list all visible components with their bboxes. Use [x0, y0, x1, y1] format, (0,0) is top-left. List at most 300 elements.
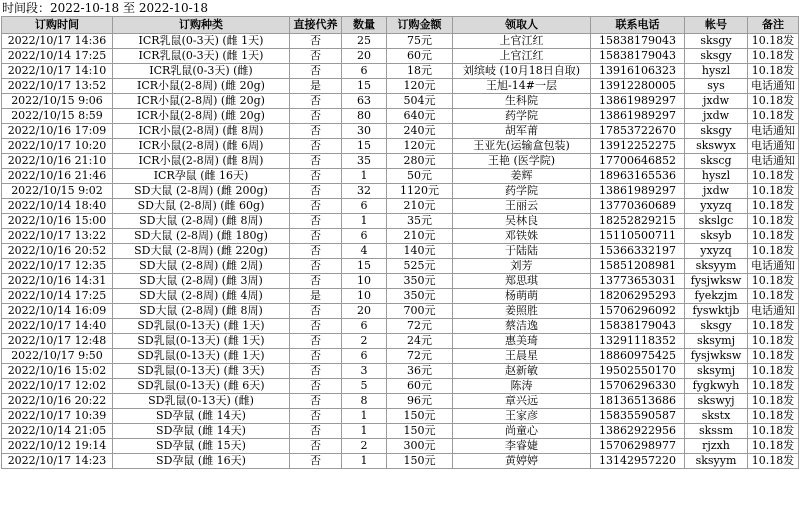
amount-cell: 350元 — [387, 274, 453, 289]
remark-cell: 10.18发 — [748, 364, 799, 379]
order-time-cell: 2022/10/17 13:52 — [2, 79, 113, 94]
order-time-cell: 2022/10/14 18:40 — [2, 199, 113, 214]
amount-cell: 72元 — [387, 349, 453, 364]
direct-raise-cell: 否 — [290, 124, 342, 139]
direct-raise-cell: 否 — [290, 169, 342, 184]
order-type-cell: SD大鼠 (2-8周) (雌 4周) — [113, 289, 290, 304]
remark-cell: 电话通知 — [748, 259, 799, 274]
remark-cell: 10.18发 — [748, 94, 799, 109]
quantity-cell: 5 — [342, 379, 387, 394]
header-cell: 备注 — [748, 17, 799, 34]
table-row — [2, 109, 799, 124]
order-type-cell: SD孕鼠 (雌 14天) — [113, 424, 290, 439]
table-row — [2, 124, 799, 139]
header-cell: 直接代养 — [290, 17, 342, 34]
recipient-cell: 姜照胜 — [453, 304, 591, 319]
table-row — [2, 334, 799, 349]
table-row — [2, 184, 799, 199]
order-time-cell: 2022/10/17 14:23 — [2, 454, 113, 469]
phone-cell: 15838179043 — [591, 319, 685, 334]
table-row — [2, 439, 799, 454]
header-cell: 订购种类 — [113, 17, 290, 34]
phone-cell: 18136513686 — [591, 394, 685, 409]
phone-cell: 13912252275 — [591, 139, 685, 154]
direct-raise-cell: 否 — [290, 349, 342, 364]
recipient-cell: 邓铁姝 — [453, 229, 591, 244]
account-cell: jxdw — [685, 94, 748, 109]
quantity-cell: 8 — [342, 394, 387, 409]
account-cell: fyekzjm — [685, 289, 748, 304]
quantity-cell: 20 — [342, 304, 387, 319]
order-time-cell: 2022/10/16 20:52 — [2, 244, 113, 259]
phone-cell: 18963165536 — [591, 169, 685, 184]
recipient-cell: 王家彦 — [453, 409, 591, 424]
remark-cell: 10.18发 — [748, 349, 799, 364]
order-time-cell: 2022/10/17 14:36 — [2, 34, 113, 49]
amount-cell: 700元 — [387, 304, 453, 319]
phone-cell: 13861989297 — [591, 94, 685, 109]
direct-raise-cell: 否 — [290, 94, 342, 109]
quantity-cell: 1 — [342, 454, 387, 469]
table-row — [2, 49, 799, 64]
quantity-cell: 15 — [342, 259, 387, 274]
account-cell: hyszl — [685, 64, 748, 79]
order-type-cell: ICR乳鼠(0-3天) (雌 1天) — [113, 34, 290, 49]
order-type-cell: ICR小鼠(2-8周) (雌 20g) — [113, 79, 290, 94]
phone-cell: 13770360689 — [591, 199, 685, 214]
phone-cell: 15838179043 — [591, 49, 685, 64]
amount-cell: 640元 — [387, 109, 453, 124]
quantity-cell: 6 — [342, 349, 387, 364]
header-cell: 订购时间 — [2, 17, 113, 34]
remark-cell: 10.18发 — [748, 379, 799, 394]
remark-cell: 10.18发 — [748, 289, 799, 304]
direct-raise-cell: 是 — [290, 289, 342, 304]
phone-cell: 13862922956 — [591, 424, 685, 439]
table-row — [2, 364, 799, 379]
amount-cell: 150元 — [387, 454, 453, 469]
recipient-cell: 药学院 — [453, 184, 591, 199]
remark-cell: 10.18发 — [748, 424, 799, 439]
remark-cell: 10.18发 — [748, 184, 799, 199]
amount-cell: 504元 — [387, 94, 453, 109]
account-cell: skscg — [685, 154, 748, 169]
phone-cell: 13861989297 — [591, 184, 685, 199]
remark-cell: 10.18发 — [748, 394, 799, 409]
header-row — [2, 17, 799, 34]
table-row — [2, 154, 799, 169]
order-type-cell: SD大鼠 (2-8周) (雌 8周) — [113, 214, 290, 229]
quantity-cell: 2 — [342, 439, 387, 454]
account-cell: skslgc — [685, 214, 748, 229]
amount-cell: 280元 — [387, 154, 453, 169]
quantity-cell: 25 — [342, 34, 387, 49]
direct-raise-cell: 否 — [290, 364, 342, 379]
recipient-cell: 生科院 — [453, 94, 591, 109]
quantity-cell: 35 — [342, 154, 387, 169]
amount-cell: 75元 — [387, 34, 453, 49]
quantity-cell: 20 — [342, 49, 387, 64]
order-type-cell: SD孕鼠 (雌 15天) — [113, 439, 290, 454]
order-time-cell: 2022/10/14 16:09 — [2, 304, 113, 319]
quantity-cell: 15 — [342, 79, 387, 94]
direct-raise-cell: 否 — [290, 199, 342, 214]
header-cell: 帐号 — [685, 17, 748, 34]
direct-raise-cell: 否 — [290, 214, 342, 229]
order-time-cell: 2022/10/17 13:22 — [2, 229, 113, 244]
amount-cell: 150元 — [387, 409, 453, 424]
amount-cell: 150元 — [387, 424, 453, 439]
account-cell: skstx — [685, 409, 748, 424]
remark-cell: 电话通知 — [748, 124, 799, 139]
account-cell: sksgy — [685, 124, 748, 139]
recipient-cell: 郑思琪 — [453, 274, 591, 289]
direct-raise-cell: 否 — [290, 184, 342, 199]
remark-cell: 电话通知 — [748, 154, 799, 169]
quantity-cell: 6 — [342, 319, 387, 334]
table-row — [2, 199, 799, 214]
remark-cell: 电话通知 — [748, 79, 799, 94]
remark-cell: 10.18发 — [748, 454, 799, 469]
direct-raise-cell: 否 — [290, 274, 342, 289]
table-row — [2, 244, 799, 259]
recipient-cell: 上官江红 — [453, 34, 591, 49]
recipient-cell: 蔡洁逸 — [453, 319, 591, 334]
phone-cell: 15706298977 — [591, 439, 685, 454]
order-time-cell: 2022/10/17 12:48 — [2, 334, 113, 349]
quantity-cell: 80 — [342, 109, 387, 124]
quantity-cell: 10 — [342, 289, 387, 304]
amount-cell: 300元 — [387, 439, 453, 454]
amount-cell: 1120元 — [387, 184, 453, 199]
quantity-cell: 1 — [342, 214, 387, 229]
order-time-cell: 2022/10/14 17:25 — [2, 289, 113, 304]
account-cell: yxyzq — [685, 199, 748, 214]
recipient-cell: 胡军莆 — [453, 124, 591, 139]
order-type-cell: SD乳鼠(0-13天) (雌 3天) — [113, 364, 290, 379]
order-type-cell: SD乳鼠(0-13天) (雌) — [113, 394, 290, 409]
recipient-cell: 王旭-14#一层 — [453, 79, 591, 94]
order-time-cell: 2022/10/16 15:00 — [2, 214, 113, 229]
recipient-cell: 姜辉 — [453, 169, 591, 184]
phone-cell: 15706296330 — [591, 379, 685, 394]
table-row — [2, 304, 799, 319]
direct-raise-cell: 否 — [290, 304, 342, 319]
phone-cell: 15835590587 — [591, 409, 685, 424]
remark-cell: 10.18发 — [748, 64, 799, 79]
recipient-cell: 尚童心 — [453, 424, 591, 439]
recipient-cell: 李睿婕 — [453, 439, 591, 454]
order-type-cell: ICR小鼠(2-8周) (雌 8周) — [113, 124, 290, 139]
order-time-cell: 2022/10/14 17:25 — [2, 49, 113, 64]
header-cell: 数量 — [342, 17, 387, 34]
order-type-cell: ICR乳鼠(0-3天) (雌) — [113, 64, 290, 79]
recipient-cell: 王丽云 — [453, 199, 591, 214]
amount-cell: 60元 — [387, 49, 453, 64]
quantity-cell: 4 — [342, 244, 387, 259]
phone-cell: 19502550170 — [591, 364, 685, 379]
table-row — [2, 169, 799, 184]
amount-cell: 18元 — [387, 64, 453, 79]
order-time-cell: 2022/10/17 10:20 — [2, 139, 113, 154]
order-type-cell: ICR小鼠(2-8周) (雌 20g) — [113, 109, 290, 124]
account-cell: sksyym — [685, 259, 748, 274]
recipient-cell: 王晨星 — [453, 349, 591, 364]
account-cell: sksymj — [685, 364, 748, 379]
phone-cell: 18252829215 — [591, 214, 685, 229]
recipient-cell: 章兴远 — [453, 394, 591, 409]
amount-cell: 120元 — [387, 79, 453, 94]
remark-cell: 10.18发 — [748, 274, 799, 289]
order-time-cell: 2022/10/17 12:35 — [2, 259, 113, 274]
order-type-cell: SD大鼠 (2-8周) (雌 180g) — [113, 229, 290, 244]
quantity-cell: 10 — [342, 274, 387, 289]
direct-raise-cell: 否 — [290, 319, 342, 334]
order-time-cell: 2022/10/17 12:02 — [2, 379, 113, 394]
recipient-cell: 陈涛 — [453, 379, 591, 394]
phone-cell: 13142957220 — [591, 454, 685, 469]
account-cell: fysjwksw — [685, 274, 748, 289]
account-cell: sksgy — [685, 34, 748, 49]
quantity-cell: 3 — [342, 364, 387, 379]
account-cell: jxdw — [685, 184, 748, 199]
header-cell: 领取人 — [453, 17, 591, 34]
order-type-cell: ICR小鼠(2-8周) (雌 20g) — [113, 94, 290, 109]
phone-cell: 15838179043 — [591, 34, 685, 49]
table-row — [2, 139, 799, 154]
order-type-cell: SD大鼠 (2-8周) (雌 2周) — [113, 259, 290, 274]
table-row — [2, 34, 799, 49]
order-type-cell: SD大鼠 (2-8周) (雌 60g) — [113, 199, 290, 214]
order-type-cell: ICR乳鼠(0-3天) (雌 1天) — [113, 49, 290, 64]
table-row — [2, 259, 799, 274]
order-type-cell: SD大鼠 (2-8周) (雌 200g) — [113, 184, 290, 199]
phone-cell: 18860975425 — [591, 349, 685, 364]
account-cell: skswyj — [685, 394, 748, 409]
direct-raise-cell: 否 — [290, 64, 342, 79]
order-type-cell: SD乳鼠(0-13天) (雌 1天) — [113, 349, 290, 364]
table-row — [2, 424, 799, 439]
recipient-cell: 杨萌萌 — [453, 289, 591, 304]
order-time-cell: 2022/10/16 20:22 — [2, 394, 113, 409]
direct-raise-cell: 否 — [290, 454, 342, 469]
quantity-cell: 6 — [342, 229, 387, 244]
table-body — [2, 34, 799, 469]
header-cell: 联系电话 — [591, 17, 685, 34]
remark-cell: 10.18发 — [748, 109, 799, 124]
table-row — [2, 409, 799, 424]
amount-cell: 350元 — [387, 289, 453, 304]
order-time-cell: 2022/10/16 21:10 — [2, 154, 113, 169]
remark-cell: 10.18发 — [748, 334, 799, 349]
amount-cell: 24元 — [387, 334, 453, 349]
amount-cell: 140元 — [387, 244, 453, 259]
remark-cell: 10.18发 — [748, 214, 799, 229]
order-type-cell: SD乳鼠(0-13天) (雌 1天) — [113, 319, 290, 334]
order-time-cell: 2022/10/14 21:05 — [2, 424, 113, 439]
account-cell: sksyym — [685, 454, 748, 469]
phone-cell: 13916106323 — [591, 64, 685, 79]
order-type-cell: SD大鼠 (2-8周) (雌 220g) — [113, 244, 290, 259]
amount-cell: 210元 — [387, 199, 453, 214]
header-cell: 订购金额 — [387, 17, 453, 34]
order-type-cell: SD大鼠 (2-8周) (雌 8周) — [113, 304, 290, 319]
table-row — [2, 379, 799, 394]
account-cell: sksgy — [685, 49, 748, 64]
order-type-cell: SD孕鼠 (雌 16天) — [113, 454, 290, 469]
order-time-cell: 2022/10/15 9:06 — [2, 94, 113, 109]
direct-raise-cell: 否 — [290, 244, 342, 259]
quantity-cell: 63 — [342, 94, 387, 109]
remark-cell: 10.18发 — [748, 439, 799, 454]
remark-cell: 10.18发 — [748, 169, 799, 184]
table-row — [2, 79, 799, 94]
quantity-cell: 32 — [342, 184, 387, 199]
remark-cell: 电话通知 — [748, 304, 799, 319]
recipient-cell: 于陆陆 — [453, 244, 591, 259]
phone-cell: 13773653031 — [591, 274, 685, 289]
account-cell: skssm — [685, 424, 748, 439]
phone-cell: 13861989297 — [591, 109, 685, 124]
direct-raise-cell: 否 — [290, 424, 342, 439]
account-cell: yxyzq — [685, 244, 748, 259]
remark-cell: 10.18发 — [748, 49, 799, 64]
amount-cell: 36元 — [387, 364, 453, 379]
order-time-cell: 2022/10/12 19:14 — [2, 439, 113, 454]
direct-raise-cell: 否 — [290, 109, 342, 124]
direct-raise-cell: 否 — [290, 49, 342, 64]
order-type-cell: SD大鼠 (2-8周) (雌 3周) — [113, 274, 290, 289]
orders-table — [1, 16, 799, 469]
table-row — [2, 454, 799, 469]
direct-raise-cell: 否 — [290, 334, 342, 349]
account-cell: jxdw — [685, 109, 748, 124]
order-time-cell: 2022/10/17 14:10 — [2, 64, 113, 79]
quantity-cell: 6 — [342, 64, 387, 79]
table-row — [2, 94, 799, 109]
phone-cell: 15706296092 — [591, 304, 685, 319]
table-row — [2, 394, 799, 409]
table-row — [2, 349, 799, 364]
quantity-cell: 30 — [342, 124, 387, 139]
order-time-cell: 2022/10/16 15:02 — [2, 364, 113, 379]
account-cell: skswyx — [685, 139, 748, 154]
recipient-cell: 黄婷婷 — [453, 454, 591, 469]
table-row — [2, 319, 799, 334]
account-cell: sksyb — [685, 229, 748, 244]
account-cell: fyswktjb — [685, 304, 748, 319]
quantity-cell: 6 — [342, 199, 387, 214]
order-time-cell: 2022/10/17 14:40 — [2, 319, 113, 334]
account-cell: sksgy — [685, 319, 748, 334]
recipient-cell: 药学院 — [453, 109, 591, 124]
phone-cell: 15110500711 — [591, 229, 685, 244]
amount-cell: 120元 — [387, 139, 453, 154]
remark-cell: 10.18发 — [748, 409, 799, 424]
amount-cell: 96元 — [387, 394, 453, 409]
phone-cell: 17853722670 — [591, 124, 685, 139]
remark-cell: 10.18发 — [748, 244, 799, 259]
phone-cell: 18206295293 — [591, 289, 685, 304]
recipient-cell: 王艳 (医学院) — [453, 154, 591, 169]
direct-raise-cell: 否 — [290, 154, 342, 169]
phone-cell: 13291118352 — [591, 334, 685, 349]
quantity-cell: 2 — [342, 334, 387, 349]
account-cell: fygkwyh — [685, 379, 748, 394]
phone-cell: 15366332197 — [591, 244, 685, 259]
account-cell: hyszl — [685, 169, 748, 184]
order-time-cell: 2022/10/16 17:09 — [2, 124, 113, 139]
phone-cell: 15851208981 — [591, 259, 685, 274]
order-time-cell: 2022/10/17 10:39 — [2, 409, 113, 424]
recipient-cell: 惠美琦 — [453, 334, 591, 349]
order-type-cell: SD乳鼠(0-13天) (雌 1天) — [113, 334, 290, 349]
direct-raise-cell: 是 — [290, 79, 342, 94]
order-type-cell: SD孕鼠 (雌 14天) — [113, 409, 290, 424]
quantity-cell: 15 — [342, 139, 387, 154]
recipient-cell: 上官江红 — [453, 49, 591, 64]
order-type-cell: ICR小鼠(2-8周) (雌 8周) — [113, 154, 290, 169]
quantity-cell: 1 — [342, 409, 387, 424]
amount-cell: 210元 — [387, 229, 453, 244]
direct-raise-cell: 否 — [290, 409, 342, 424]
quantity-cell: 1 — [342, 169, 387, 184]
order-type-cell: SD乳鼠(0-13天) (雌 6天) — [113, 379, 290, 394]
table-row — [2, 289, 799, 304]
remark-cell: 10.18发 — [748, 34, 799, 49]
remark-cell: 10.18发 — [748, 229, 799, 244]
quantity-cell: 1 — [342, 424, 387, 439]
order-type-cell: ICR小鼠(2-8周) (雌 6周) — [113, 139, 290, 154]
amount-cell: 525元 — [387, 259, 453, 274]
direct-raise-cell: 否 — [290, 394, 342, 409]
order-time-cell: 2022/10/15 9:02 — [2, 184, 113, 199]
direct-raise-cell: 否 — [290, 34, 342, 49]
amount-cell: 35元 — [387, 214, 453, 229]
order-time-cell: 2022/10/15 8:59 — [2, 109, 113, 124]
phone-cell: 17700646852 — [591, 154, 685, 169]
table-row — [2, 229, 799, 244]
account-cell: sys — [685, 79, 748, 94]
order-time-cell: 2022/10/17 9:50 — [2, 349, 113, 364]
amount-cell: 60元 — [387, 379, 453, 394]
amount-cell: 240元 — [387, 124, 453, 139]
table-row — [2, 274, 799, 289]
remark-cell: 10.18发 — [748, 199, 799, 214]
recipient-cell: 王亚先(运输盒包装) — [453, 139, 591, 154]
account-cell: fysjwksw — [685, 349, 748, 364]
amount-cell: 72元 — [387, 319, 453, 334]
direct-raise-cell: 否 — [290, 139, 342, 154]
account-cell: sksymj — [685, 334, 748, 349]
order-time-cell: 2022/10/16 14:31 — [2, 274, 113, 289]
account-cell: rjzxh — [685, 439, 748, 454]
phone-cell: 13912280005 — [591, 79, 685, 94]
order-time-cell: 2022/10/16 21:46 — [2, 169, 113, 184]
recipient-cell: 吴林良 — [453, 214, 591, 229]
table-row — [2, 64, 799, 79]
remark-cell: 电话通知 — [748, 139, 799, 154]
direct-raise-cell: 否 — [290, 259, 342, 274]
direct-raise-cell: 否 — [290, 229, 342, 244]
recipient-cell: 刘缤岐 (10月18日自取) — [453, 64, 591, 79]
direct-raise-cell: 否 — [290, 379, 342, 394]
direct-raise-cell: 否 — [290, 439, 342, 454]
order-type-cell: ICR孕鼠 (雌 16天) — [113, 169, 290, 184]
time-period-label: 时间段：2022-10-18 至 2022-10-18 — [2, 1, 209, 15]
recipient-cell: 赵新敏 — [453, 364, 591, 379]
amount-cell: 50元 — [387, 169, 453, 184]
